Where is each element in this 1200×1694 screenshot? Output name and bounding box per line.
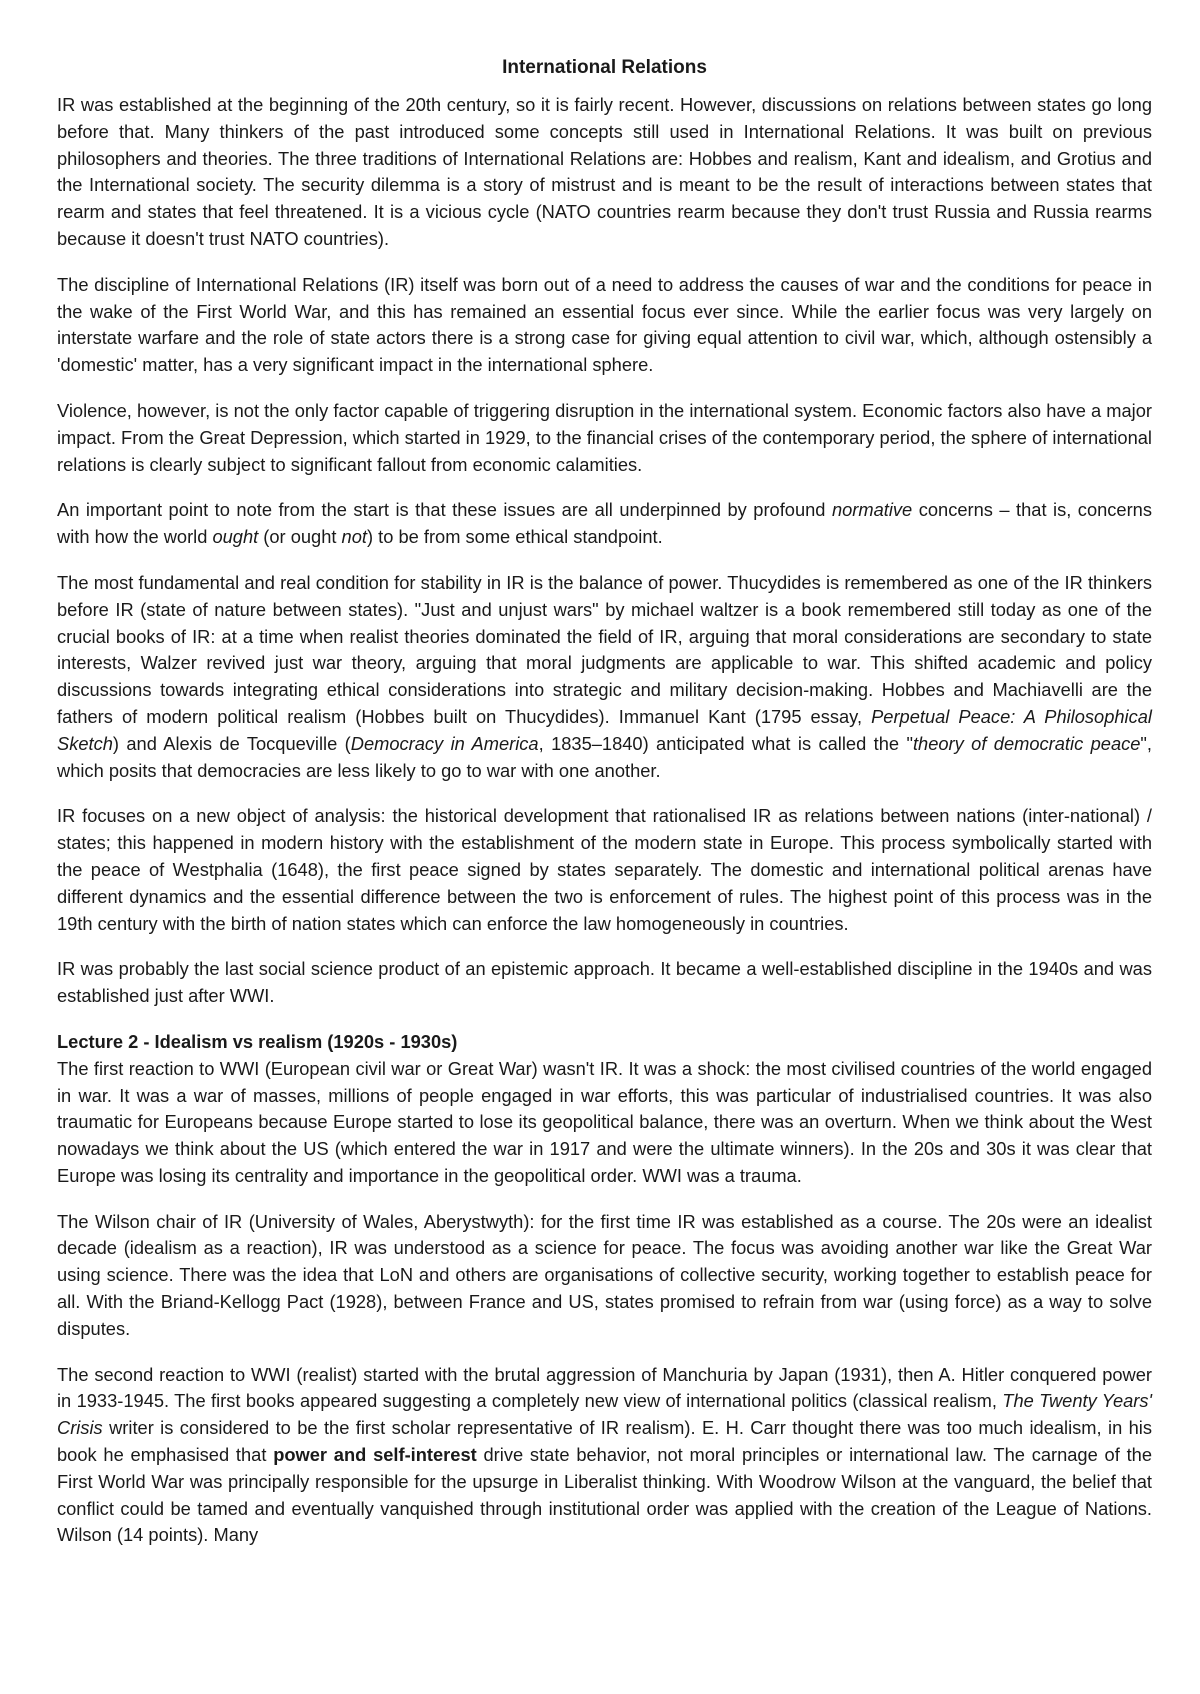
paragraph-discipline-origin: The discipline of International Relations (IR) itself was born out of a need to address the causes of war and the conditions for peace in the wake of the First World War, and this has remained an essential focus ever since. While the earlier focus was very largely on interstate warfare and the role of state actors there is a strong case for giving equal attention to civil war, which, although ostensibly a 'domestic' matter, has a very significant impact in the international sphere. [57,273,1152,376]
paragraph-first-reaction: The first reaction to WWI (European civil war or Great War) wasn't IR. It was a shock: the most civilised countries of the world engaged in war. It was a war of masses, millions of people engaged in war efforts, this was particular of industrialised countries. It was also traumatic for Europeans because Europe started to lose its geopolitical balance, there was an overturn. When we think about the West nowadays we think about the US (which entered the war in 1917 and were the ultimate winners). In the 20s and 30s it was clear that Europe was losing its centrality and importance in the geopolitical order. WWI was a trauma. [57,1057,1152,1186]
paragraph-economic-factors: Violence, however, is not the only factor capable of triggering disruption in the international system. Economic factors also have a major impact. From the Great Depression, which started in 1929, to the financial crises of the contemporary period, the sphere of international relations is clearly subject to significant fallout from economic calamities. [57,399,1152,475]
emphasis-democratic-peace: theory of democratic peace [912,732,1141,754]
document-title: International Relations [502,57,707,78]
paragraph-normative-concerns: An important point to note from the start is that these issues are all underpinned by profound normative concerns – that is, concerns with how the world ought (or ought not) to be from some ethical standpoint. [57,499,1152,548]
book-title-twenty-years-crisis: The Twenty Years' Crisis [57,1390,1152,1439]
paragraph-wilson-chair: The Wilson chair of IR (University of Wales, Aberystwyth): for the first time IR was established as a course. The 20s were an idealist decade (idealism as a reaction), IR was understood as a science for peace. The focus was avoiding another war like the Great War using science. There was the idea that LoN and others are organisations of collective security, working together to establish peace for all. With the Briand-Kellogg Pact (1928), between France and US, states promised to refrain from war (using force) as a way to solve disputes. [57,1210,1152,1339]
book-title-democracy-in-america: Democracy in America [350,732,539,754]
paragraph-second-reaction: The second reaction to WWI (realist) started with the brutal aggression of Manchuria by Japan (1931), then A. Hitler conquered power in 1933-1945. The first books appeared suggesting a completely new view of international politics (classical realism, The Twenty Years' Crisis writer is considered to be the first scholar representative of IR realism). E. H. Carr thought there was too much idealism, in his book he emphasised that power and self-interest drive state behavior, not moral principles or international law. The carnage of the First World War was principally responsible for the upsurge in Liberalist thinking. With Woodrow Wilson at the vanguard, the belief that conflict could be tamed and eventually vanquished through institutional order was applied with the creation of the League of Nations. Wilson (14 points). Many [57,1363,1152,1546]
emphasis-not: not [341,526,367,548]
paragraph-epistemic-approach: IR was probably the last social science product of an epistemic approach. It became a well-established discipline in the 1940s and was established just after WWI. [57,958,1152,1007]
emphasis-ought: ought [212,526,259,548]
emphasis-power-self-interest: power and self-interest [273,1444,477,1466]
paragraph-balance-of-power: The most fundamental and real condition for stability in IR is the balance of power. Thucydides is remembered as one of the IR thinkers before IR (state of nature between states). "Just and unjust wars" by michael waltzer is a book remembered still today as one of the crucial books of IR: at a time when realist theories dominated the field of IR, arguing that moral considerations are secondary to state interests, Walzer revived just war theory, arguing that moral judgments are applicable to war. This shifted academic and policy discussions towards integrating ethical considerations into strategic and military decision-making. Hobbes and Machiavelli are the fathers of modern political realism (Hobbes built on Thucydides). Immanuel Kant (1795 essay, Perpetual Peace: A Philosophical Sketch) and Alexis de Tocqueville (Democracy in America, 1835–1840) anticipated what is called the "theory of democratic peace", which posits that democracies are less likely to go to war with one another. [57,571,1152,781]
emphasis-normative: normative [831,499,913,521]
section-heading-lecture-2: Lecture 2 - Idealism vs realism (1920s - 1930s) [57,1030,458,1052]
paragraph-object-of-analysis: IR focuses on a new object of analysis: the historical development that rationalised IR as relations between nations (inter-national) / states; this happened in modern history with the establishment of the modern state in Europe. This process symbolically started with the peace of Westphalia (1648), the first peace signed by states separately. The domestic and international political arenas have different dynamics and the essential difference between the two is enforcement of rules. The highest point of this process was in the 19th century with the birth of nation states which can enforce the law homogeneously in countries. [57,805,1152,934]
book-title-perpetual-peace: Perpetual Peace: A Philosophical Sketch [57,705,1152,754]
paragraph-intro: IR was established at the beginning of the 20th century, so it is fairly recent. However, discussions on relations between states go long before that. Many thinkers of the past introduced some concepts still used in International Relations. It was built on previous philosophers and theories. The three traditions of International Relations are: Hobbes and realism, Kant and idealism, and Grotius and the International society. The security dilemma is a story of mistrust and is meant to be the result of interactions between states that rearm and states that feel threatened. It is a vicious cycle (NATO countries rearm because they don't trust Russia and Russia rearms because it doesn't trust NATO countries). [57,94,1152,249]
